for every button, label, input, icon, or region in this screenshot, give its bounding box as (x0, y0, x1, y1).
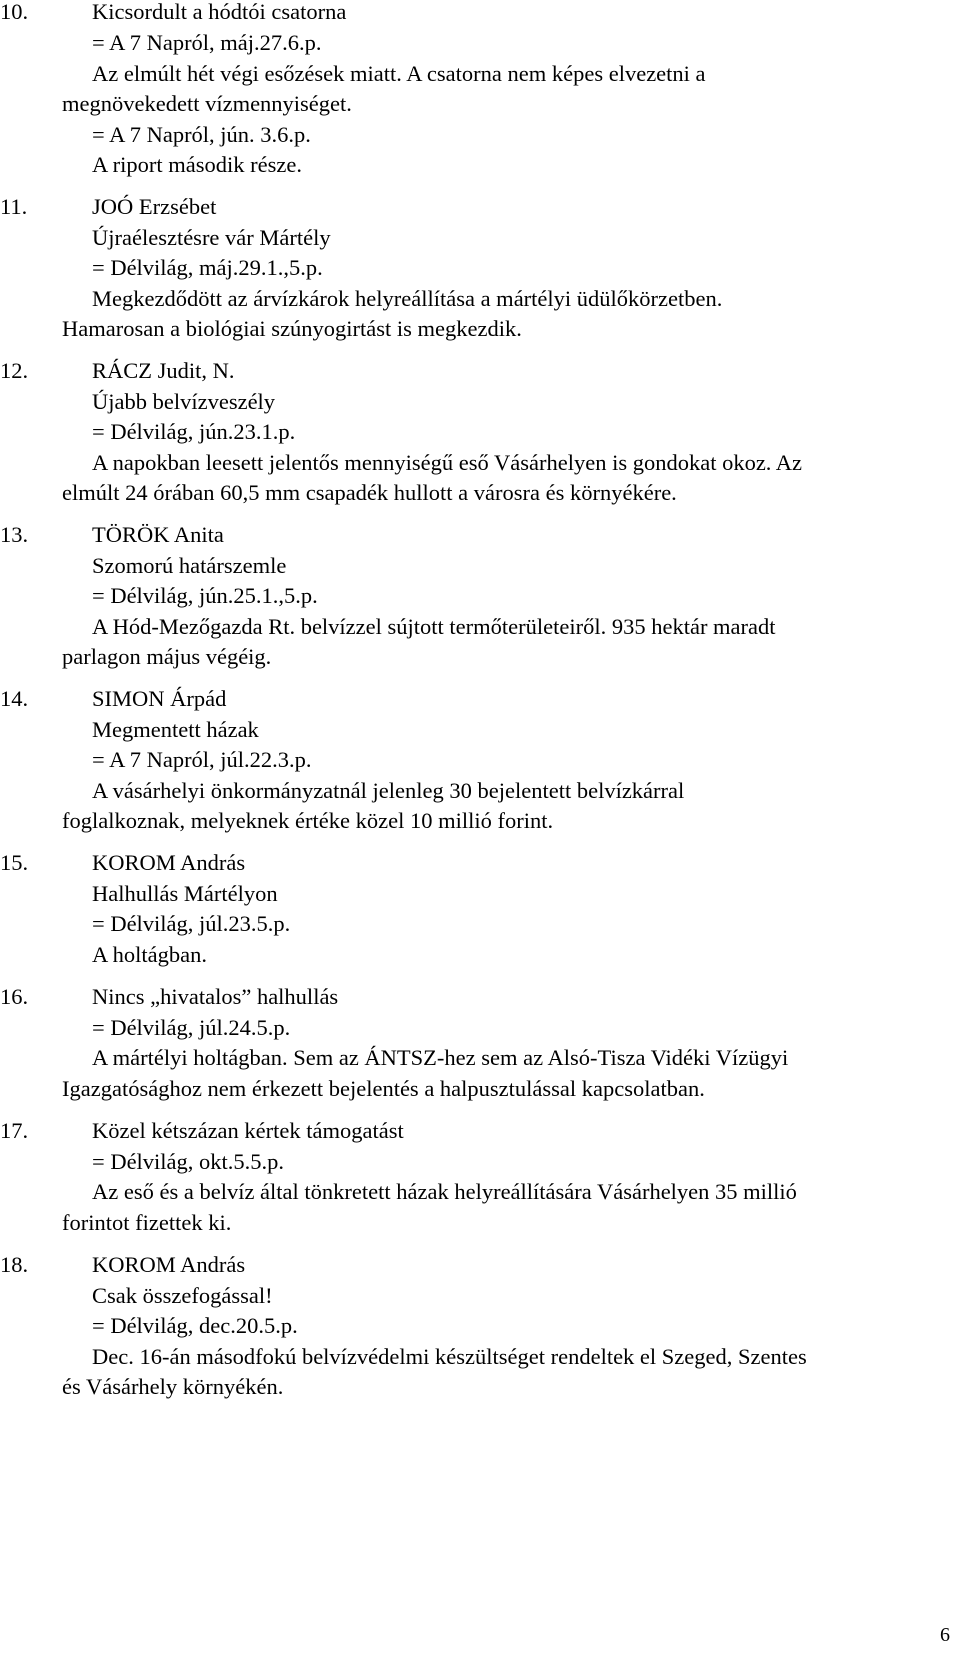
entry-source: = A 7 Napról, júl.22.3.p. (92, 747, 312, 772)
entry-author: TÖRÖK Anita (92, 522, 224, 547)
entry-source: = Délvilág, júl.24.5.p. (92, 1015, 291, 1040)
entry-summary: megnövekedett vízmennyiséget. (62, 91, 352, 116)
entry-author: JOÓ Erzsébet (92, 194, 217, 219)
entry-number: 14. (0, 686, 29, 711)
entry-title: Újabb belvízveszély (92, 389, 276, 414)
entry-summary: Megkezdődött az árvízkárok helyreállítása a mártélyi üdülőkörzetben. (92, 286, 723, 311)
entry-source: = Délvilág, okt.5.5.p. (92, 1149, 285, 1174)
entry-title: Nincs „hivatalos” halhullás (92, 984, 339, 1009)
entry-source: = Délvilág, dec.20.5.p. (92, 1313, 298, 1338)
entry-author: KOROM András (92, 850, 246, 875)
page-number: 6 (940, 1624, 950, 1646)
entry-author: RÁCZ Judit, N. (92, 358, 235, 383)
entry-summary: Az elmúlt hét végi esőzések miatt. A csatorna nem képes elvezetni a (92, 61, 706, 86)
entry-author: SIMON Árpád (92, 686, 227, 711)
entry-title: Közel kétszázan kértek támogatást (92, 1118, 404, 1143)
entry-summary: Dec. 16-án másodfokú belvízvédelmi készültséget rendeltek el Szeged, Szentes (92, 1344, 807, 1369)
entry-summary: és Vásárhely környékén. (62, 1374, 284, 1399)
entry-summary: forintot fizettek ki. (62, 1210, 232, 1235)
entry-summary: foglalkoznak, melyeknek értéke közel 10 millió forint. (62, 808, 554, 833)
entry-summary: A holtágban. (92, 942, 207, 967)
entry-title: Kicsordult a hódtói csatorna (92, 0, 347, 24)
entry-source: = Délvilág, júl.23.5.p. (92, 911, 291, 936)
entry-summary: parlagon május végéig. (62, 644, 272, 669)
entry-source: = Délvilág, jún.25.1.,5.p. (92, 583, 318, 608)
entry-source: = Délvilág, jún.23.1.p. (92, 419, 296, 444)
entry-number: 18. (0, 1252, 29, 1277)
entry-summary: A mártélyi holtágban. Sem az ÁNTSZ-hez sem az Alsó-Tisza Vidéki Vízügyi (92, 1045, 789, 1070)
entry-source: = A 7 Napról, jún. 3.6.p. (92, 122, 311, 147)
entry-summary: A riport második része. (92, 152, 302, 177)
entry-author: KOROM András (92, 1252, 246, 1277)
entry-summary: elmúlt 24 órában 60,5 mm csapadék hullott a városra és környékére. (62, 480, 677, 505)
entry-number: 15. (0, 850, 29, 875)
entry-number: 12. (0, 358, 29, 383)
entry-number: 13. (0, 522, 29, 547)
entry-number: 17. (0, 1118, 29, 1143)
entry-title: Szomorú határszemle (92, 553, 287, 578)
entry-title: Újraélesztésre vár Mártély (92, 225, 331, 250)
entry-summary: A Hód-Mezőgazda Rt. belvízzel sújtott termőterületeiről. 935 hektár maradt (92, 614, 776, 639)
entry-title: Halhullás Mártélyon (92, 881, 278, 906)
entry-title: Csak összefogással! (92, 1283, 273, 1308)
entry-summary: A napokban leesett jelentős mennyiségű eső Vásárhelyen is gondokat okoz. Az (92, 450, 803, 475)
entry-summary: Igazgatósághoz nem érkezett bejelentés a halpusztulással kapcsolatban. (62, 1076, 705, 1101)
entry-source: = Délvilág, máj.29.1.,5.p. (92, 255, 323, 280)
entry-summary: Hamarosan a biológiai szúnyogirtást is megkezdik. (62, 316, 522, 341)
entry-title: Megmentett házak (92, 717, 259, 742)
entry-summary: Az eső és a belvíz által tönkretett házak helyreállítására Vásárhelyen 35 millió (92, 1179, 797, 1204)
entry-number: 11. (0, 194, 28, 219)
entry-number: 10. (0, 0, 29, 24)
entry-summary: A vásárhelyi önkormányzatnál jelenleg 30 bejelentett belvízkárral (92, 778, 685, 803)
entry-number: 16. (0, 984, 29, 1009)
entry-source: = A 7 Napról, máj.27.6.p. (92, 30, 322, 55)
